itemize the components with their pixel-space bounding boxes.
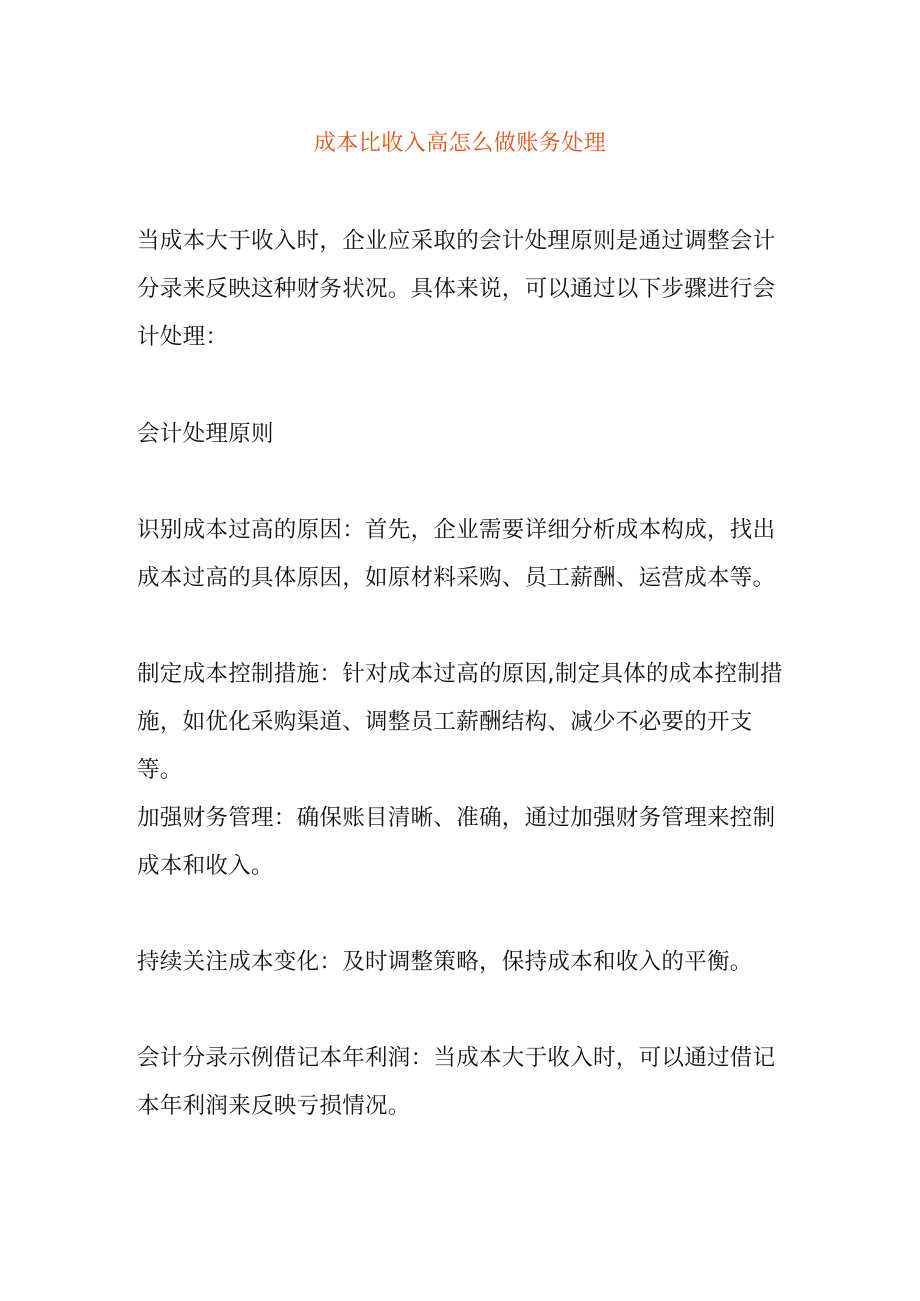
paragraph-journal-example: 会计分录示例借记本年利润：当成本大于收入时，可以通过借记本年利润来反映亏损情况。 [137,1045,776,1119]
document-title: 成本比收入高怎么做账务处理 [313,131,607,156]
paragraph-intro: 当成本大于收入时，企业应采取的会计处理原则是通过调整会计分录来反映这种财务状况。具体来说，可以通过以下步骤进行会计处理： [137,228,776,350]
paragraph-monitor-costs: 持续关注成本变化：及时调整策略，保持成本和收入的平衡。 [137,949,753,975]
paragraph-identify-causes: 识别成本过高的原因：首先，企业需要详细分析成本构成，找出成本过高的具体原因，如原材料采购、员工薪酬、运营成本等。 [137,517,776,591]
section-heading: 会计处理原则 [137,421,274,447]
paragraph-financial-management: 加强财务管理：确保账目清晰、准确，通过加强财务管理来控制成本和收入。 [137,805,776,879]
paragraph-cost-control: 制定成本控制措施：针对成本过高的原因,制定具体的成本控制措施，如优化采购渠道、调整员工薪酬结构、减少不必要的开支等。 [137,661,783,783]
